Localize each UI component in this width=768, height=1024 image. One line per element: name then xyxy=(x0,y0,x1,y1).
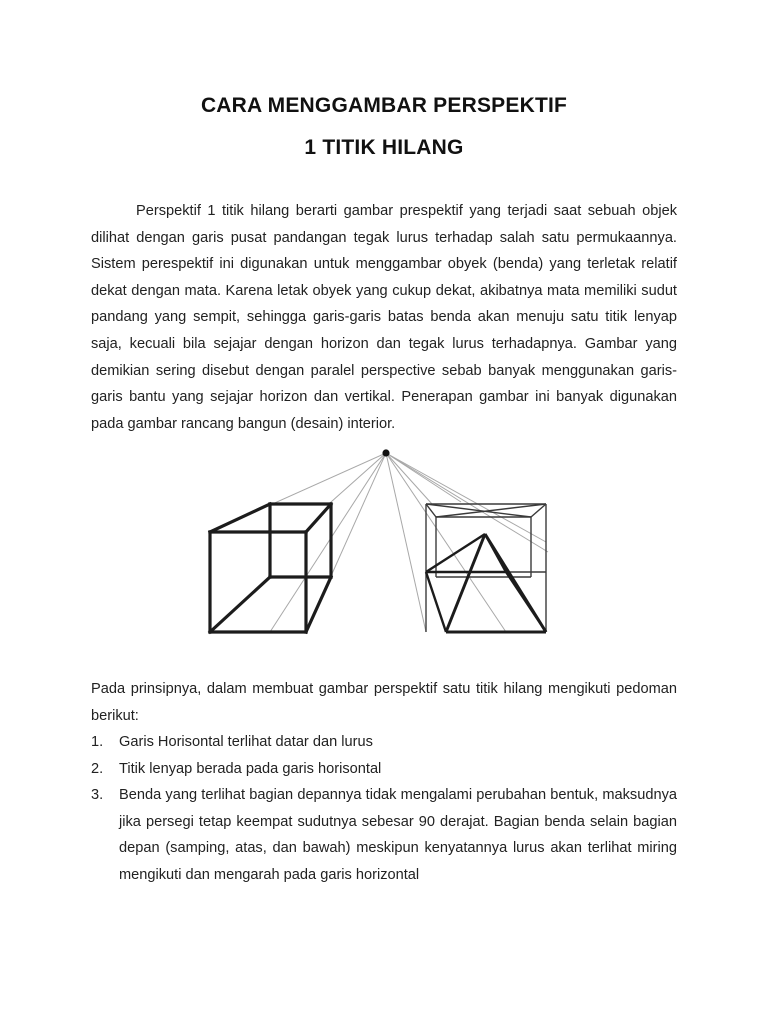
intro-paragraph: Perspektif 1 titik hilang berarti gambar prespektif yang terjadi saat sebuah objek dilihat dengan garis pusat pandangan tegak lurus terhadap salah satu permukaannya. Sistem perespektif ini digunakan untuk menggambar obyek (benda) yang terletak relatif dekat dengan mata. Karena letak obyek yang cukup dekat, akibatnya mata memiliki sudut pandang yang sempit, sehingga garis-garis batas benda akan menuju satu titik lenyap saja, kecuali bila sejajar dengan horizon dan tegak lurus terhadapnya. Gambar yang demikian sering disebut dengan paralel perspective sebab banyak menggunakan garis-garis bantu yang sejajar horizon dan vertikal. Penerapan gambar ini banyak digunakan pada gambar rancang bangun (desain) interior. xyxy=(91,203,677,432)
list-item xyxy=(91,729,677,756)
list-item-text: Titik lenyap berada pada garis horisontal xyxy=(119,760,382,777)
cube-edge xyxy=(210,577,270,632)
pyramid-edge xyxy=(446,534,485,632)
principle-paragraph: Pada prinsipnya, dalam membuat gambar perspektif satu titik hilang mengikuti pedoman berikut: xyxy=(91,681,677,724)
pyramid-edge xyxy=(485,534,506,572)
cube-edge xyxy=(210,504,270,532)
list-item-number: 3. xyxy=(91,787,104,804)
pyramid-edge xyxy=(506,572,546,632)
perspective-illustration xyxy=(196,442,556,648)
page-title-line2: 1 TITIK HILANG xyxy=(304,136,464,159)
perspective-guide-line xyxy=(386,453,506,632)
guideline-list xyxy=(91,729,677,889)
list-item-number: 1. xyxy=(91,734,104,750)
pyramid-right xyxy=(426,504,546,632)
cube-edge xyxy=(306,577,331,632)
list-item-text: Benda yang terlihat bagian depannya tidak mengalami perubahan bentuk, maksudnya jika persegi tetap keempat sudutnya sebesar 90 derajat. Bagian benda selain bagian depan (samping, atas, dan bawah) meskipun kenyatannya lurus akan terlihat miring mengikuti dan mengarah pada garis horizontal xyxy=(119,787,677,883)
vanishing-point xyxy=(382,449,389,456)
page-title-line1: CARA MENGGAMBAR PERSPEKTIF xyxy=(200,94,568,117)
box-edge xyxy=(426,504,531,517)
list-item-text: Garis Horisontal terlihat datar dan lurus xyxy=(119,734,373,750)
perspective-guide-line xyxy=(386,453,426,632)
perspective-guide-line xyxy=(386,453,548,552)
cube-edge xyxy=(306,504,331,532)
perspective-guide-line xyxy=(386,453,546,542)
cube-left xyxy=(210,504,331,632)
box-edge xyxy=(436,504,546,517)
guide-lines xyxy=(210,453,548,632)
list-item xyxy=(91,756,677,783)
list-item xyxy=(91,782,677,888)
perspective-guide-line xyxy=(270,453,386,632)
pyramid-edge xyxy=(426,572,446,632)
list-item-number: 2. xyxy=(91,760,104,777)
